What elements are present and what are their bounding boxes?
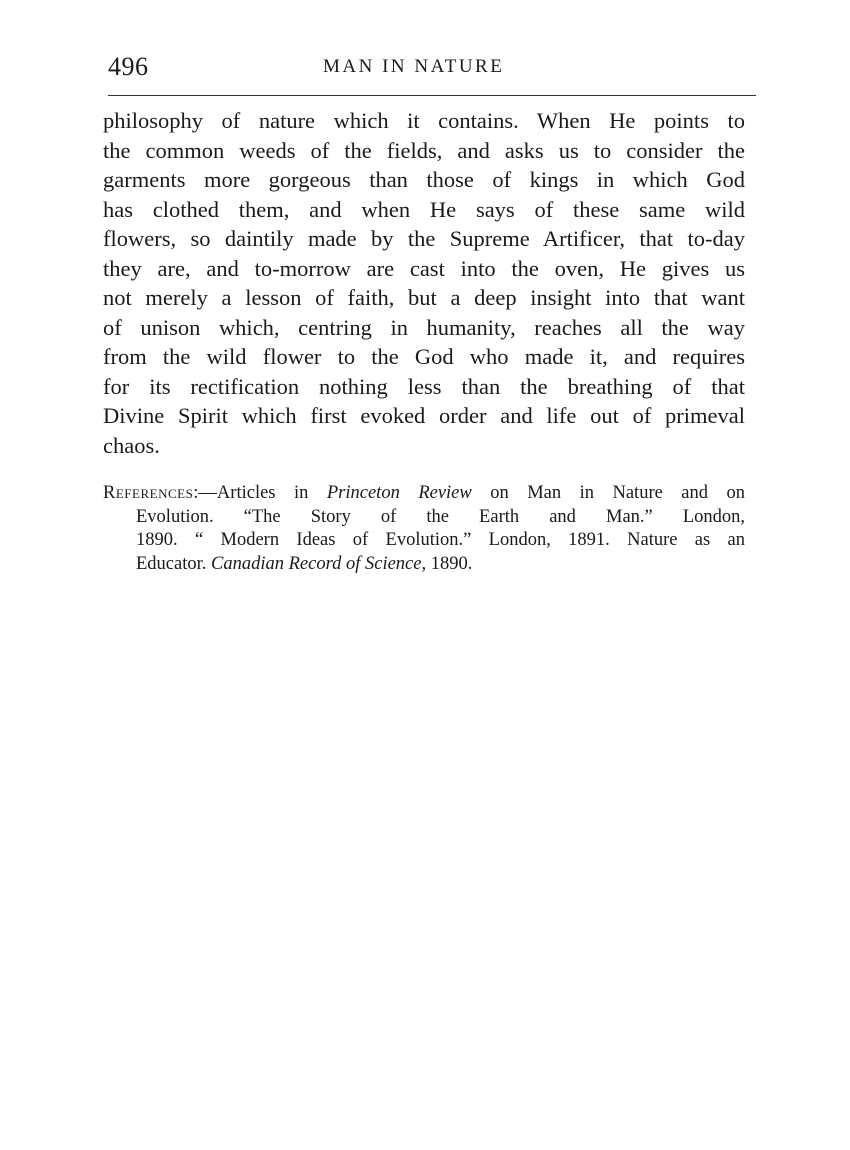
body-line: chaos.	[103, 432, 160, 458]
running-head	[108, 52, 748, 88]
references-line-1	[103, 482, 745, 506]
references-line-2: Evolution. “The Story of the Earth and Man.” London,	[136, 506, 745, 527]
references-text: 1890.	[426, 553, 473, 574]
running-title: MAN IN NATURE	[323, 56, 505, 77]
references-line-3: 1890. “ Modern Ideas of Evolution.” London, 1891. Nature as an	[136, 530, 745, 550]
body-line: garments more gorgeous than those of kings in which God	[103, 167, 745, 192]
references-text: :—Articles in	[193, 483, 327, 503]
body-line: for its rectification nothing less than the breathing of that	[103, 373, 745, 399]
references-text: on Man in Nature and on	[471, 483, 745, 503]
references-label: References	[103, 483, 194, 503]
references-line-4	[103, 553, 745, 577]
body-paragraph	[103, 106, 745, 460]
journal-title: Canadian Record of Science,	[211, 553, 427, 574]
references-text: Educator.	[136, 553, 212, 574]
body-line: flowers, so daintily made by the Supreme Artificer, that to-day	[103, 226, 745, 251]
body-line: the common weeds of the fields, and asks us to consider the	[103, 137, 745, 163]
references-note	[103, 482, 745, 576]
body-line: they are, and to-morrow are cast into the oven, He gives us	[103, 255, 745, 281]
body-line: Divine Spirit which first evoked order and life out of primeval	[103, 403, 745, 428]
body-line: philosophy of nature which it contains. When He points to	[103, 108, 745, 133]
body-line: of unison which, centring in humanity, reaches all the way	[103, 314, 745, 340]
body-line: from the wild flower to the God who made it, and requires	[103, 344, 745, 369]
journal-title: Princeton Review	[326, 483, 472, 503]
body-line: has clothed them, and when He says of these same wild	[103, 196, 745, 222]
header-rule	[108, 95, 756, 96]
page-number: 496	[108, 52, 149, 81]
body-line: not merely a lesson of faith, but a deep insight into that want	[103, 285, 745, 310]
